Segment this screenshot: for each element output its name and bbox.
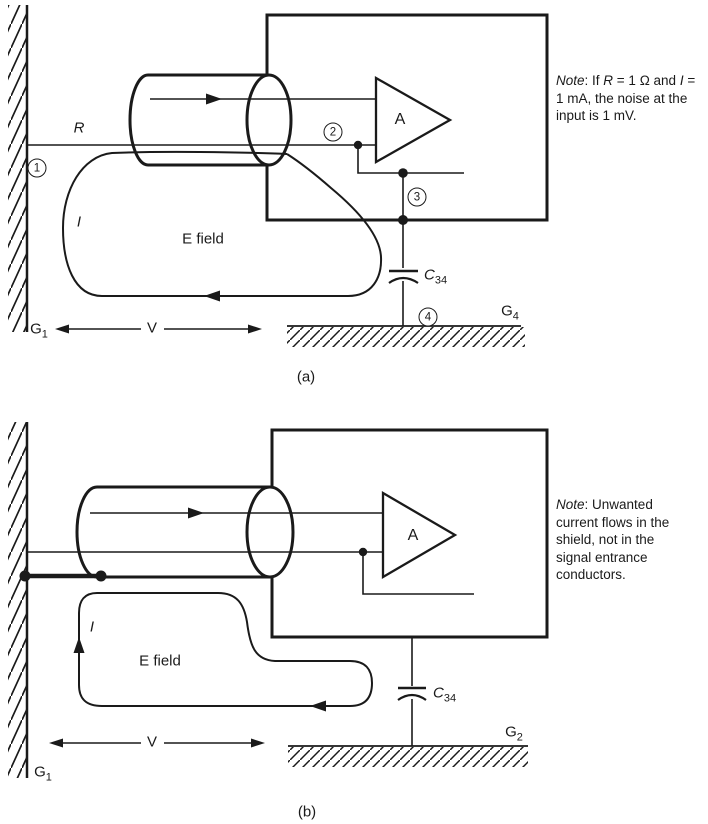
ground-left-subscript-b: 1 bbox=[45, 771, 52, 784]
e-field-label-b: E field bbox=[139, 652, 181, 670]
junction-dot-input-b bbox=[359, 548, 367, 556]
ground-left-label-a bbox=[30, 322, 48, 341]
ground-left-symbol-a: G bbox=[30, 320, 42, 338]
current-label-b: I bbox=[89, 618, 95, 636]
e-field-label-a: E field bbox=[182, 230, 224, 248]
amplifier-label-b: A bbox=[407, 527, 419, 544]
note-word-b: Note bbox=[556, 497, 585, 512]
wall-hatch-b bbox=[8, 422, 27, 778]
voltage-label-b: V bbox=[146, 733, 158, 751]
voltage-arrowhead-right-a bbox=[248, 325, 262, 334]
node-2-marker: 2 bbox=[324, 123, 343, 142]
ground-right-symbol-a: G bbox=[501, 302, 513, 320]
caption-b: (b) bbox=[297, 803, 317, 821]
ground-right-label-a bbox=[501, 304, 519, 323]
ground-right-subscript-a: 4 bbox=[512, 310, 519, 323]
loop-arrow-left-a bbox=[204, 291, 220, 302]
common-wire-b bbox=[363, 552, 474, 594]
capacitor-symbol-b: C bbox=[433, 684, 444, 702]
caption-a: (a) bbox=[296, 368, 316, 386]
ground-left-label-b bbox=[34, 765, 52, 784]
junction-dot-common-a bbox=[398, 168, 408, 178]
e-field-loop-a bbox=[63, 152, 381, 296]
junction-dot-node3-a bbox=[398, 215, 408, 225]
voltage-arrowhead-left-a bbox=[55, 325, 69, 334]
amplifier-triangle-b bbox=[383, 493, 455, 577]
note-seg-a3: = 1 mA, the noise at the input is 1 mV. bbox=[556, 73, 696, 123]
strap-dot-shield-b bbox=[96, 571, 107, 582]
capacitor-symbol-a: C bbox=[424, 266, 435, 284]
node-3-marker: 3 bbox=[408, 188, 427, 207]
resistor-label-a: R bbox=[73, 119, 85, 137]
shield-right-ellipse-a bbox=[247, 75, 291, 165]
ground-right-label-b bbox=[505, 725, 523, 744]
junction-dot-node2-a bbox=[354, 141, 362, 149]
current-arrow-a bbox=[206, 94, 222, 105]
ground-right-subscript-b: 2 bbox=[516, 731, 523, 744]
amplifier-label-a: A bbox=[394, 111, 406, 128]
loop-arrow-up-b bbox=[74, 637, 85, 653]
ground-hatch-a bbox=[287, 327, 525, 347]
strap-dot-wall-b bbox=[20, 571, 31, 582]
capacitor-subscript-b: 34 bbox=[443, 692, 457, 705]
note-seg-b1: : Unwanted current flows in the shield, not in the signal entrance conductors. bbox=[556, 497, 670, 582]
loop-arrow-left-b bbox=[310, 701, 326, 712]
figure-b bbox=[8, 422, 547, 778]
voltage-arrowhead-left-b bbox=[49, 739, 63, 748]
ground-left-symbol-b: G bbox=[34, 763, 46, 781]
note-text-a bbox=[556, 72, 696, 125]
shield-left-arc-b bbox=[77, 487, 97, 577]
figure-a bbox=[8, 5, 547, 347]
capacitor-subscript-a: 34 bbox=[434, 274, 448, 287]
note-word-a: Note bbox=[556, 73, 585, 88]
common-wire-a bbox=[358, 145, 464, 173]
ground-right-symbol-b: G bbox=[505, 723, 517, 741]
ground-left-subscript-a: 1 bbox=[41, 328, 48, 341]
voltage-arrowhead-right-b bbox=[251, 739, 265, 748]
capacitor-label-a bbox=[424, 268, 447, 287]
node-1-marker: 1 bbox=[28, 159, 47, 178]
note-text-b bbox=[556, 496, 688, 584]
shield-right-ellipse-b bbox=[247, 487, 293, 577]
note-var-i: I bbox=[679, 73, 684, 88]
amplifier-triangle-a bbox=[376, 78, 450, 162]
note-seg-a1: : If bbox=[584, 73, 604, 88]
voltage-label-a: V bbox=[146, 319, 158, 337]
wall-hatch-a bbox=[8, 5, 27, 332]
capacitor-label-b bbox=[433, 686, 456, 705]
node-4-marker: 4 bbox=[419, 308, 438, 327]
note-var-r: R bbox=[603, 73, 614, 88]
current-label-a: I bbox=[76, 213, 82, 231]
ground-hatch-b bbox=[288, 747, 528, 767]
current-arrow-b bbox=[188, 508, 204, 519]
e-field-loop-b bbox=[79, 593, 372, 706]
shield-body-b bbox=[97, 487, 270, 577]
note-seg-a2: = 1 Ω and bbox=[613, 73, 680, 88]
